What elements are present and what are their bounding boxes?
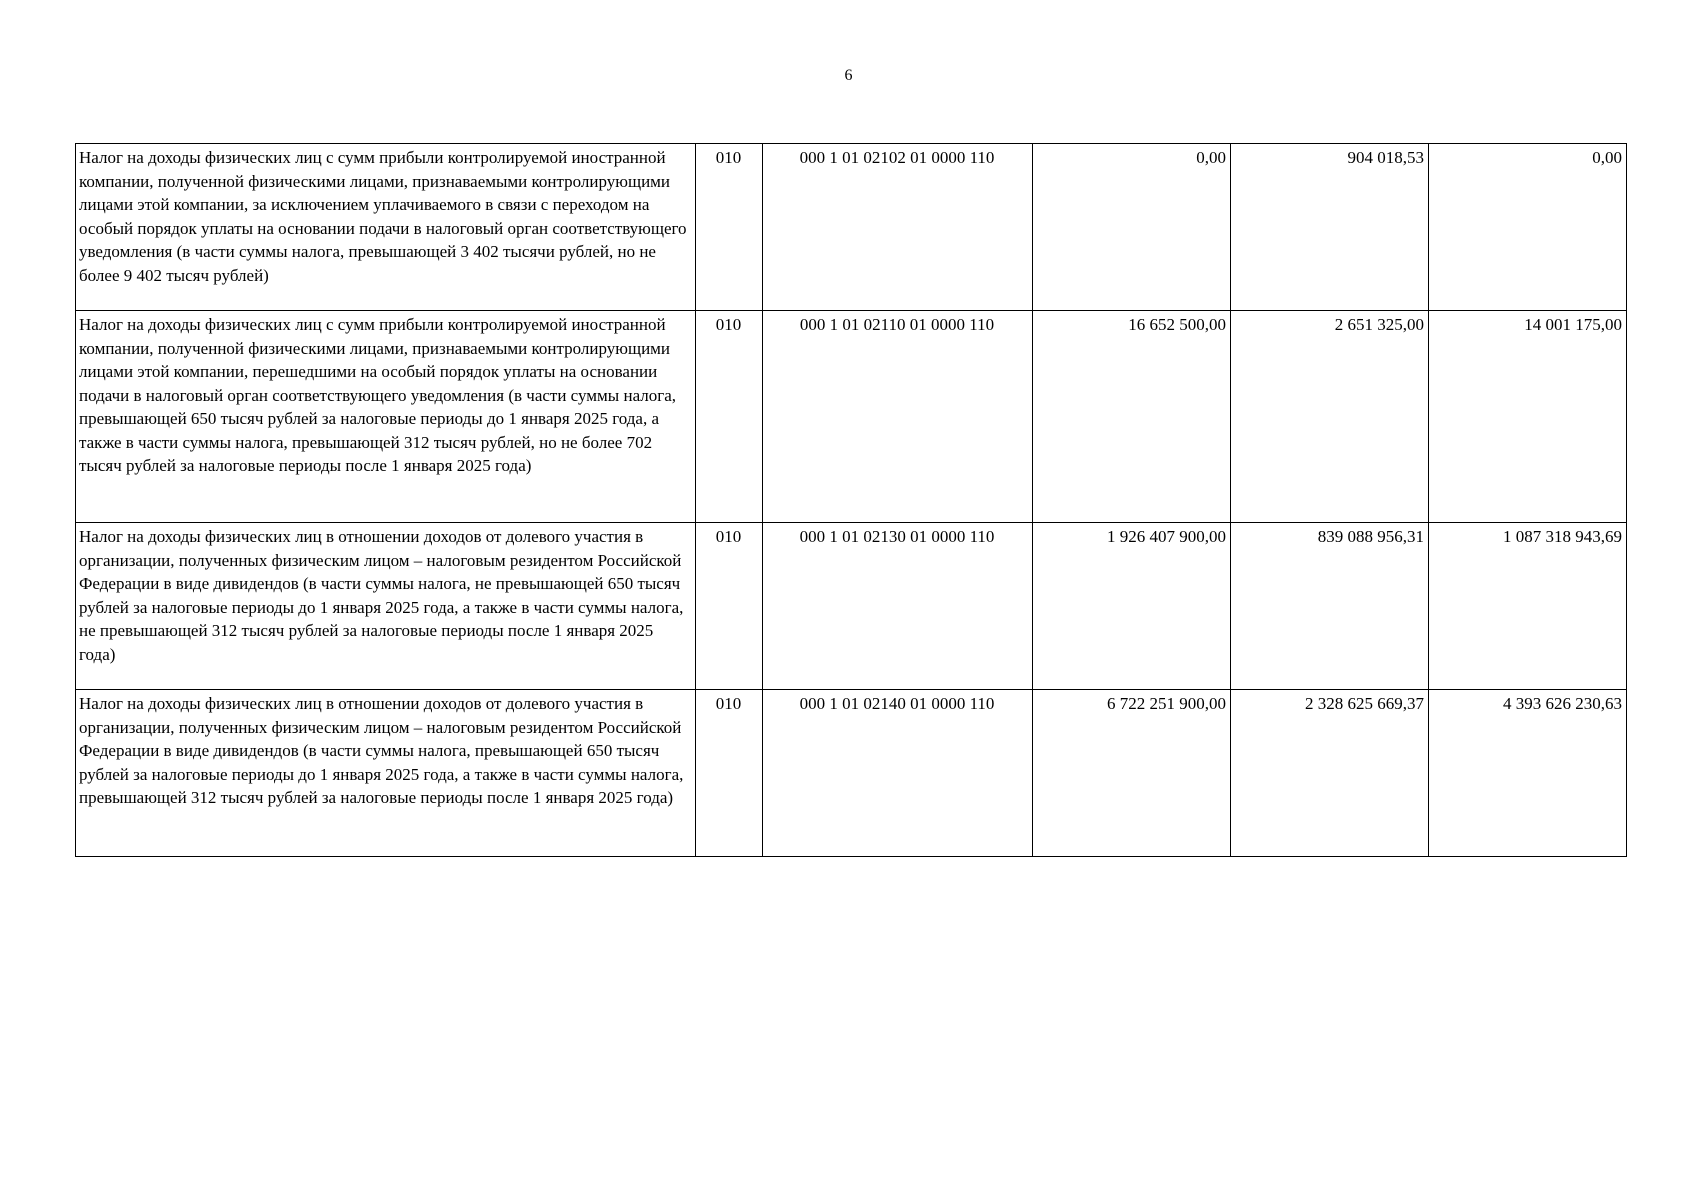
value-1-cell: 16 652 500,00 (1033, 311, 1231, 523)
value-1-cell: 0,00 (1033, 144, 1231, 311)
income-name-cell: Налог на доходы физических лиц в отношении доходов от долевого участия в организации, полученных физическим лицом – налоговым резидентом Российской Федерации в виде дивидендов (в части суммы налога, не превышающей 650 тысяч рублей за налоговые периоды до 1 января 2025 года, а также в части суммы налога, не превышающей 312 тысяч рублей за налоговые периоды после 1 января 2025 года) (76, 523, 696, 690)
value-1-cell: 1 926 407 900,00 (1033, 523, 1231, 690)
value-3-cell: 4 393 626 230,63 (1429, 690, 1627, 857)
line-code-cell: 010 (696, 144, 763, 311)
value-1-cell: 6 722 251 900,00 (1033, 690, 1231, 857)
income-code-cell: 000 1 01 02140 01 0000 110 (763, 690, 1033, 857)
value-2-cell: 2 328 625 669,37 (1231, 690, 1429, 857)
table-row (76, 144, 1627, 311)
value-3-cell: 14 001 175,00 (1429, 311, 1627, 523)
value-3-cell: 1 087 318 943,69 (1429, 523, 1627, 690)
page-number: 6 (844, 67, 853, 84)
income-code-cell: 000 1 01 02102 01 0000 110 (763, 144, 1033, 311)
table-row (76, 311, 1627, 523)
income-code-cell: 000 1 01 02130 01 0000 110 (763, 523, 1033, 690)
value-2-cell: 2 651 325,00 (1231, 311, 1429, 523)
line-code-cell: 010 (696, 523, 763, 690)
income-table (75, 143, 1627, 857)
income-name-cell: Налог на доходы физических лиц с сумм прибыли контролируемой иностранной компании, полученной физическими лицами, признаваемыми контролирующими лицами этой компании, за исключением уплачиваемого в связи с переходом на особый порядок уплаты на основании подачи в налоговый орган соответствующего уведомления (в части суммы налога, превышающей 3 402 тысячи рублей, но не более 9 402 тысяч рублей) (76, 144, 696, 311)
value-2-cell: 839 088 956,31 (1231, 523, 1429, 690)
table-row (76, 690, 1627, 857)
table-row (76, 523, 1627, 690)
income-code-cell: 000 1 01 02110 01 0000 110 (763, 311, 1033, 523)
line-code-cell: 010 (696, 311, 763, 523)
income-name-cell: Налог на доходы физических лиц в отношении доходов от долевого участия в организации, полученных физическим лицом – налоговым резидентом Российской Федерации в виде дивидендов (в части суммы налога, превышающей 650 тысяч рублей за налоговые периоды до 1 января 2025 года, а также в части суммы налога, превышающей 312 тысяч рублей за налоговые периоды после 1 января 2025 года) (76, 690, 696, 857)
line-code-cell: 010 (696, 690, 763, 857)
income-name-cell: Налог на доходы физических лиц с сумм прибыли контролируемой иностранной компании, полученной физическими лицами, признаваемыми контролирующими лицами этой компании, перешедшими на особый порядок уплаты на основании подачи в налоговый орган соответствующего уведомления (в части суммы налога, превышающей 650 тысяч рублей за налоговые периоды до 1 января 2025 года, а также в части суммы налога, превышающей 312 тысяч рублей, но не более 702 тысяч рублей за налоговые периоды после 1 января 2025 года) (76, 311, 696, 523)
value-3-cell: 0,00 (1429, 144, 1627, 311)
value-2-cell: 904 018,53 (1231, 144, 1429, 311)
